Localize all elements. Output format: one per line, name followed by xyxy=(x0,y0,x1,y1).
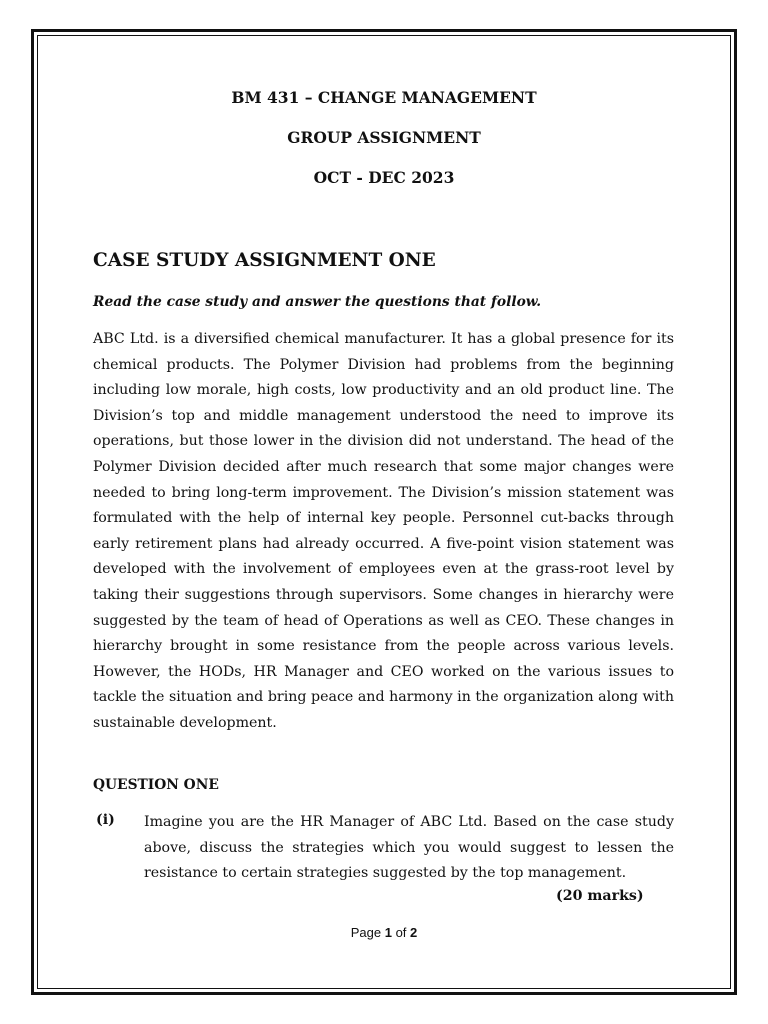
assignment-type: GROUP ASSIGNMENT xyxy=(287,128,481,147)
term: OCT - DEC 2023 xyxy=(313,168,455,187)
case-study-title: CASE STUDY ASSIGNMENT ONE xyxy=(93,250,436,271)
course-title: BM 431 – CHANGE MANAGEMENT xyxy=(231,88,537,107)
case-study-body: ABC Ltd. is a diversified chemical manufacturer. It has a global presence for its chemical products. The Polymer Division had problems from the beginning including low morale, high costs, low productivity and an old product line. The Division’s top and middle management understood the need to improve its operations, but those lower in the division did not understand. The head of the Polymer Division decided after much research that some major changes were needed to bring long-term improvement. The Division’s mission statement was formulated with the help of internal key people. Personnel cut-backs through early retirement plans had already occurred. A five-point vision statement was developed with the involvement of employees even at the grass-root level by taking their suggestions through supervisors. Some changes in hierarchy were suggested by the team of head of Operations as well as CEO. These changes in hierarchy brought in some resistance from the people across various levels. However, the HODs, HR Manager and CEO worked on the various issues to tackle the situation and bring peace and harmony in the organization along with sustainable development. xyxy=(93,331,674,731)
page-total: 2 xyxy=(410,925,418,940)
question-marks: (20 marks) xyxy=(556,888,644,904)
question-label: QUESTION ONE xyxy=(93,777,219,793)
instruction-text: Read the case study and answer the questions that follow. xyxy=(93,294,542,310)
question-item-text: Imagine you are the HR Manager of ABC Ltd. Based on the case study above, discuss the strategies which you would suggest to lessen the resistance to certain strategies suggested by the top management. xyxy=(144,814,674,882)
page-sep: of xyxy=(395,925,407,940)
page-prefix: Page xyxy=(350,925,382,940)
page-current: 1 xyxy=(384,925,392,940)
question-item-number: (i) xyxy=(96,812,115,828)
page-number xyxy=(0,925,768,940)
